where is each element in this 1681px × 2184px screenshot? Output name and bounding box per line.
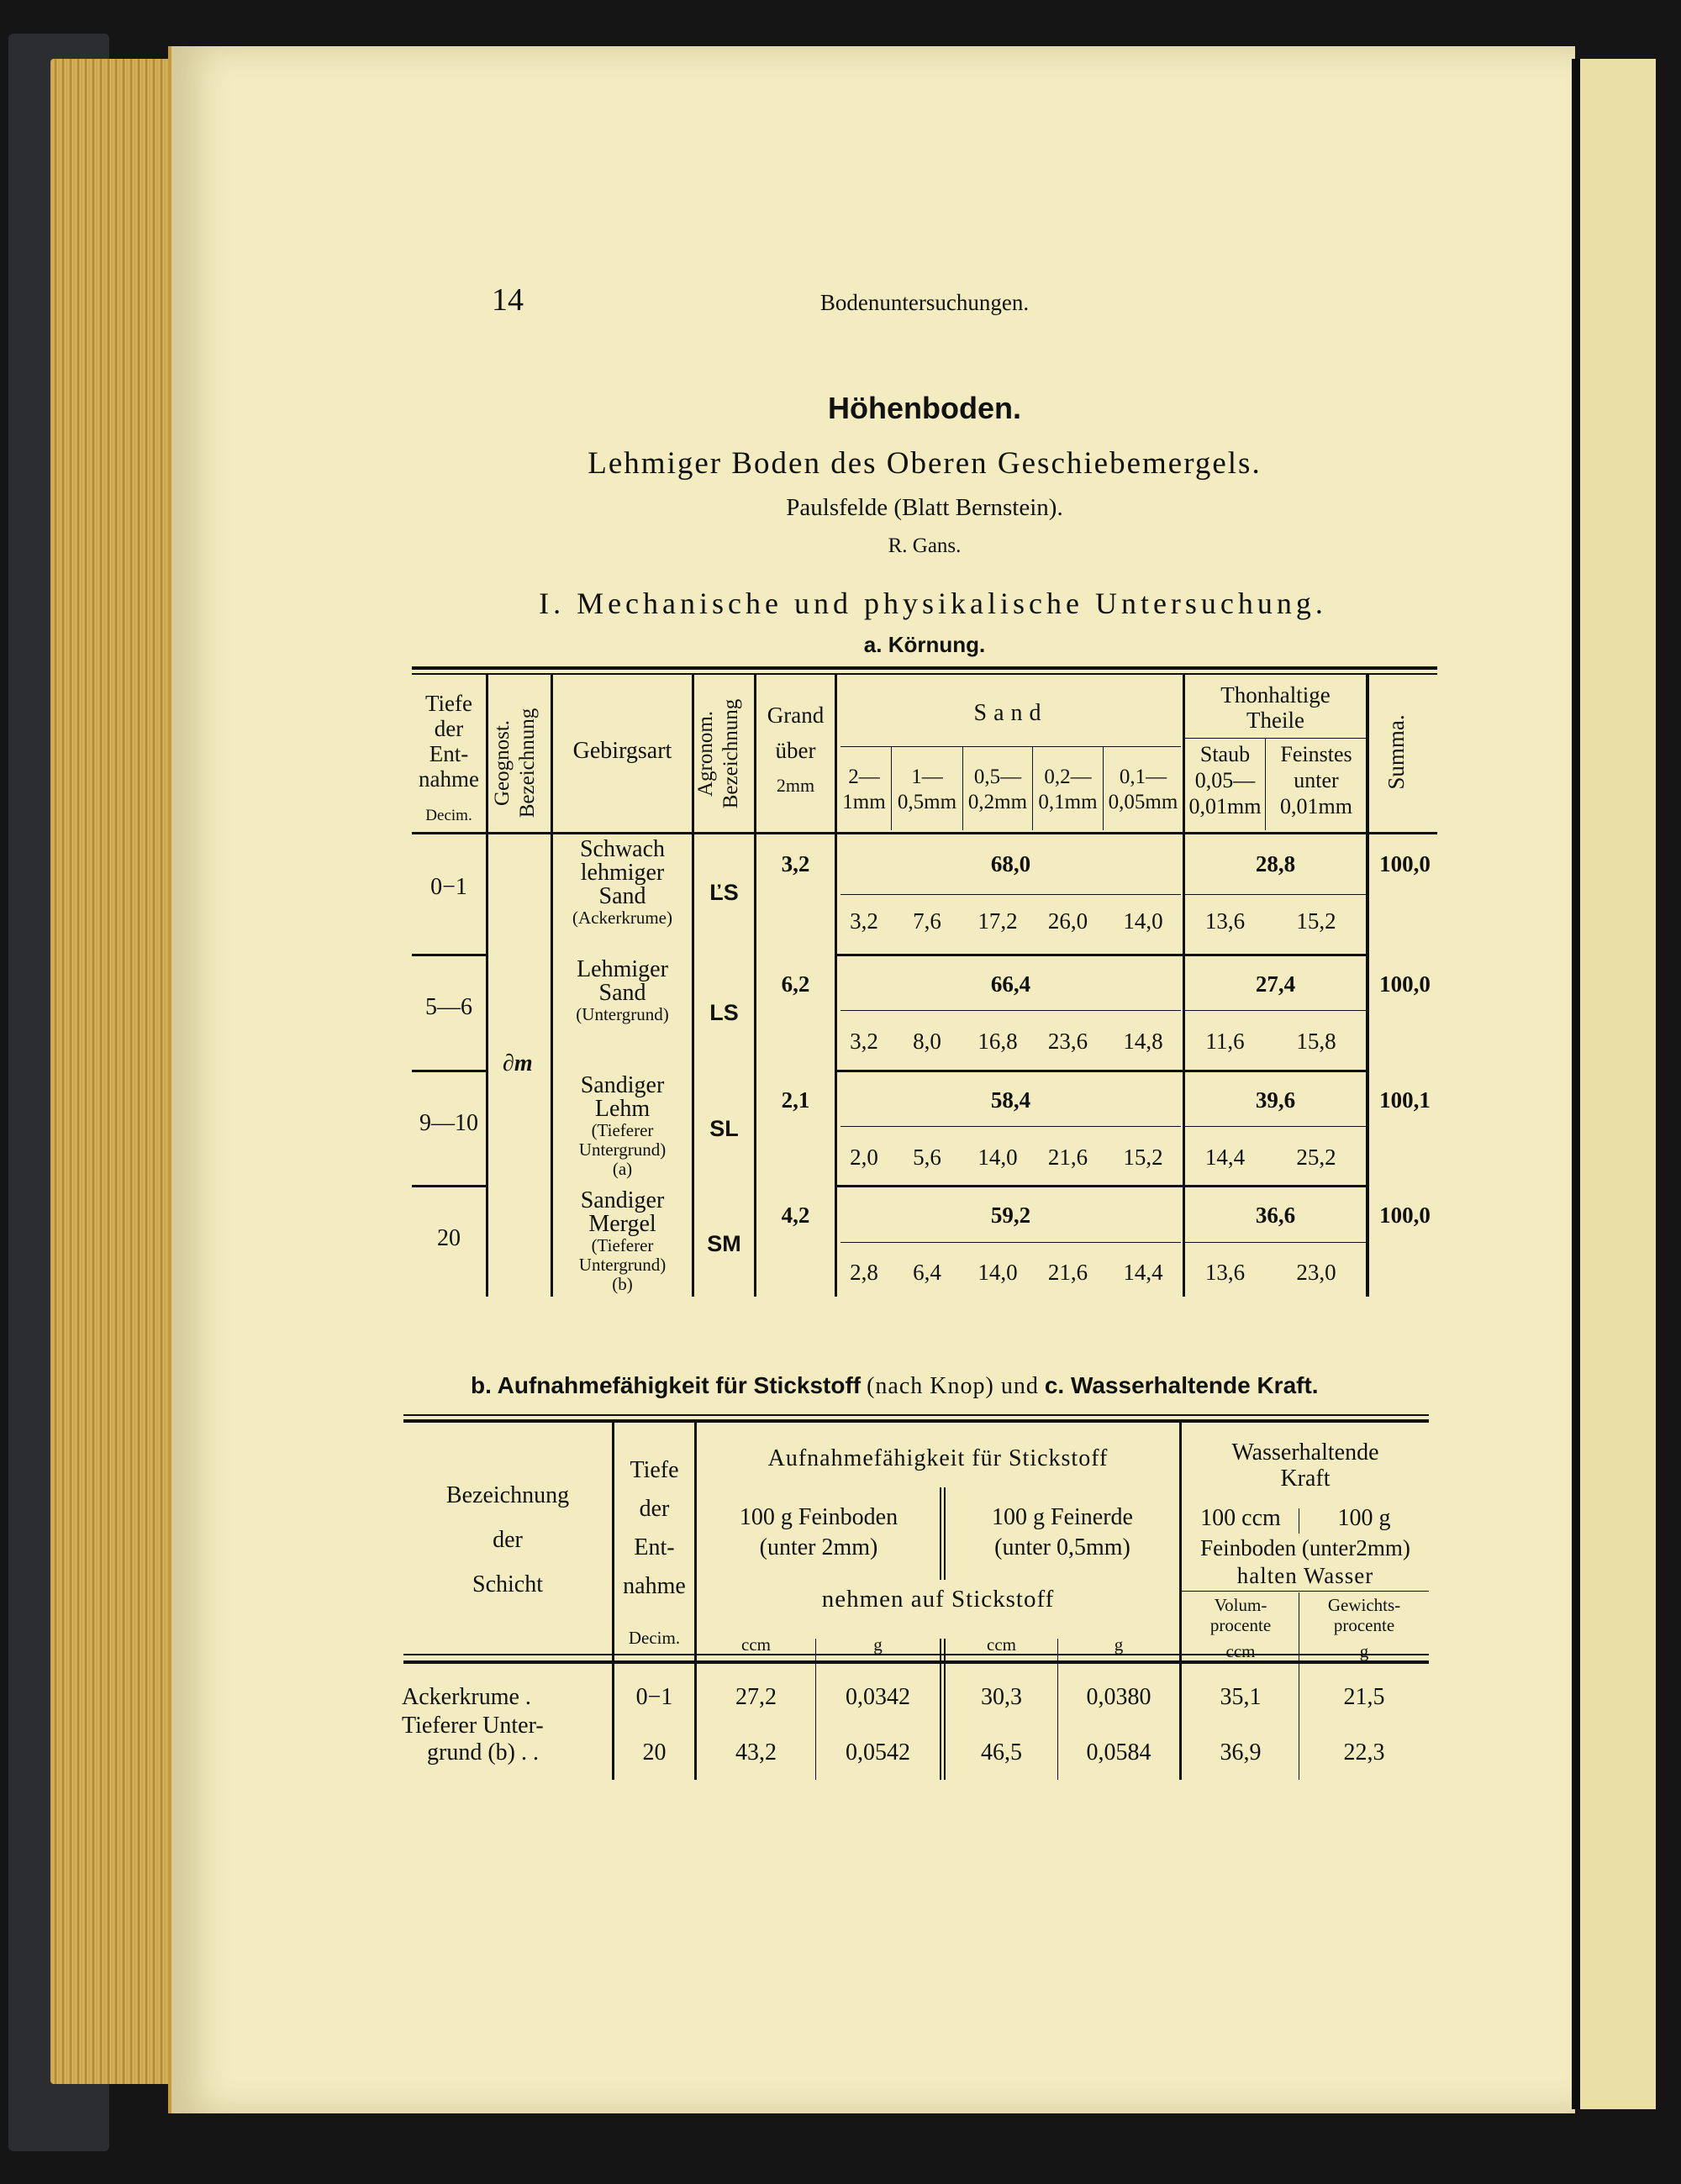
row-thon-total: 27,4 <box>1255 971 1296 997</box>
row-tiefe: 5—6 <box>425 994 472 1020</box>
row-sand-value: 6,4 <box>913 1260 941 1285</box>
page <box>168 46 1575 2113</box>
row-tiefe: 9—10 <box>419 1110 478 1136</box>
header-w-100ccm: 100 ccm <box>1200 1505 1281 1531</box>
gebirgsart-line: Sandiger <box>580 1187 665 1213</box>
row-name <box>402 1713 610 1766</box>
header-b-tiefe: Tiefe der Ent- nahme <box>623 1457 686 1599</box>
row-grand: 4,2 <box>781 1203 810 1228</box>
next-page-edge <box>1572 59 1656 2109</box>
header-feinboden: 100 g Feinboden (unter 2mm) <box>739 1504 898 1560</box>
gebirgsart-line: Untergrund) <box>578 1139 667 1160</box>
author: R. Gans. <box>888 534 962 557</box>
gebirgsart-line: (Tieferer <box>591 1235 654 1255</box>
row-thon-total: 36,6 <box>1255 1203 1296 1228</box>
table-a-caption: a. Körnung. <box>863 632 986 657</box>
row-value: 35,1 <box>1220 1684 1262 1710</box>
header-sand-02-01: 0,2— 0,1mm <box>1038 766 1098 813</box>
row-tiefe: 20 <box>642 1739 667 1766</box>
location: Paulsfelde (Blatt Bernstein). <box>786 494 1063 521</box>
header-grand: Grand über 2mm <box>767 703 825 796</box>
row-sand-total: 59,2 <box>990 1203 1031 1228</box>
gebirgsart-line: (Untergrund) <box>576 1004 669 1024</box>
row-feinstes: 15,2 <box>1296 908 1336 934</box>
row-staub: 13,6 <box>1204 1260 1246 1285</box>
gebirgsart-line: Schwach <box>579 836 666 862</box>
page-title: Höhenboden. <box>828 391 1021 425</box>
row-thon-total: 39,6 <box>1255 1087 1296 1113</box>
running-title: Bodenuntersuchungen. <box>819 290 1030 315</box>
row-sand-value: 5,6 <box>913 1145 941 1170</box>
row-value: 0,0542 <box>846 1739 910 1766</box>
header-sand-2-1: 2— 1mm <box>842 766 886 813</box>
row-sand-value: 14,8 <box>1123 1029 1163 1054</box>
header-aufnahme: Aufnahmefähigkeit für Stickstoff <box>767 1445 1109 1471</box>
header-tiefe: Tiefe der Ent- nahme <box>419 691 479 792</box>
row-tiefe: 20 <box>437 1225 461 1251</box>
gebirgsart-line: (a) <box>612 1159 633 1179</box>
row-sand-value: 14,4 <box>1123 1260 1163 1285</box>
row-name-line: Tieferer Unter- <box>402 1713 544 1739</box>
row-staub: 11,6 <box>1205 1029 1245 1054</box>
row-sand-value: 8,0 <box>913 1029 941 1054</box>
header-gebirgsart: Gebirgsart <box>572 738 672 764</box>
row-sand-value: 17,2 <box>978 908 1018 934</box>
header-geognost: Geognost. Bezeichnung <box>491 708 539 818</box>
row-value: 43,2 <box>735 1739 777 1766</box>
row-name <box>402 1684 610 1711</box>
row-tiefe: 0−1 <box>430 874 467 900</box>
unit-g-2: g <box>1114 1634 1124 1655</box>
row-summa: 100,0 <box>1379 971 1431 997</box>
header-summa: Summa. <box>1383 714 1409 790</box>
row-feinstes: 15,8 <box>1296 1029 1336 1054</box>
row-summa: 100,1 <box>1379 1087 1431 1113</box>
row-gebirgsart <box>553 1189 692 1294</box>
unit-g-3: g <box>1359 1641 1369 1661</box>
header-thon: Thonhaltige Theile <box>1220 682 1331 733</box>
header-gewichts: Gewichts- procente <box>1327 1595 1401 1635</box>
row-sand-value: 2,8 <box>850 1260 878 1285</box>
row-sand-value: 16,8 <box>978 1029 1018 1054</box>
row-sand-value: 26,0 <box>1047 908 1088 934</box>
gebirgsart-line: Sand <box>598 980 646 1006</box>
row-agronom: SL <box>709 1116 739 1141</box>
header-feinstes: Feinstes unter 0,01mm <box>1280 742 1352 818</box>
header-agronom: Agronom. Bezeichnung <box>694 698 742 809</box>
gebirgsart-line: Sand <box>598 883 646 909</box>
page-edges <box>50 59 177 2084</box>
row-sand-value: 3,2 <box>850 1029 878 1054</box>
row-grand: 3,2 <box>781 851 810 876</box>
row-sand-value: 14,0 <box>1123 908 1163 934</box>
unit-ccm-2: ccm <box>987 1634 1016 1655</box>
row-sand-value: 7,6 <box>913 908 941 934</box>
row-staub: 14,4 <box>1204 1145 1246 1170</box>
gebirgsart-line: Untergrund) <box>578 1255 667 1275</box>
row-value: 0,0380 <box>1086 1684 1151 1710</box>
header-tiefe-unit: Decim. <box>425 807 472 824</box>
unit-g-1: g <box>873 1634 883 1655</box>
unit-ccm-1: ccm <box>741 1634 771 1655</box>
header-sand-1-05: 1— 0,5mm <box>897 766 957 813</box>
header-sand-01-005: 0,1— 0,05mm <box>1108 766 1178 813</box>
row-value: 27,2 <box>735 1684 777 1710</box>
gebirgsart-line: Lehm <box>594 1096 651 1122</box>
row-name-line: grund (b) . . <box>427 1739 539 1766</box>
gebirgsart-line: Mergel <box>588 1211 656 1237</box>
header-feinerde: 100 g Feinerde (unter 0,5mm) <box>992 1504 1133 1560</box>
row-staub: 13,6 <box>1204 908 1246 934</box>
gebirgsart-line: (b) <box>612 1274 633 1294</box>
subtitle: Lehmiger Boden des Oberen Geschiebemergels. <box>588 446 1262 481</box>
row-sand-value: 15,2 <box>1123 1145 1163 1170</box>
row-sand-value: 23,6 <box>1047 1029 1088 1054</box>
header-w-line2: Feinboden (unter2mm) <box>1200 1535 1410 1560</box>
row-sand-value: 3,2 <box>850 908 878 934</box>
row-value: 0,0342 <box>846 1684 910 1710</box>
header-w-100g: 100 g <box>1337 1505 1391 1531</box>
header-nehmen: nehmen auf Stickstoff <box>821 1586 1055 1613</box>
row-agronom: SM <box>707 1231 741 1256</box>
row-agronom: ĽS <box>709 880 739 905</box>
row-sand-value: 21,6 <box>1047 1260 1088 1285</box>
header-w-line3: halten Wasser <box>1236 1563 1374 1588</box>
row-gebirgsart <box>553 838 692 928</box>
row-value: 46,5 <box>981 1739 1022 1766</box>
header-b-tiefe-unit: Decim. <box>628 1628 681 1648</box>
gebirgsart-line: (Tieferer <box>591 1120 654 1140</box>
row-thon-total: 28,8 <box>1255 851 1296 876</box>
row-value: 0,0584 <box>1086 1739 1151 1766</box>
unit-ccm-3: ccm <box>1225 1641 1256 1661</box>
row-value: 36,9 <box>1220 1739 1262 1766</box>
row-value: 22,3 <box>1343 1739 1385 1766</box>
row-grand: 6,2 <box>781 971 810 997</box>
row-name-line: Ackerkrume . <box>402 1684 531 1710</box>
row-grand: 2,1 <box>781 1087 810 1113</box>
row-sand-value: 14,0 <box>978 1145 1018 1170</box>
row-value: 21,5 <box>1343 1684 1385 1710</box>
header-sand: Sand <box>973 700 1048 726</box>
row-feinstes: 23,0 <box>1296 1260 1336 1285</box>
gebirgsart-line: (Ackerkrume) <box>572 908 672 928</box>
row-gebirgsart <box>553 1074 692 1179</box>
row-sand-value: 14,0 <box>978 1260 1018 1285</box>
gebirgsart-line: lehmiger <box>580 860 665 886</box>
row-sand-total: 58,4 <box>990 1087 1031 1113</box>
row-sand-total: 66,4 <box>990 971 1031 997</box>
header-staub: Staub 0,05— 0,01mm <box>1188 742 1262 818</box>
row-sand-value: 2,0 <box>850 1145 878 1170</box>
row-summa: 100,0 <box>1379 1203 1431 1228</box>
header-volum: Volum- procente <box>1209 1595 1272 1635</box>
header-sand-05-02: 0,5— 0,2mm <box>967 766 1028 813</box>
row-tiefe: 0−1 <box>635 1684 673 1710</box>
geognost-value: ∂m <box>503 1050 533 1076</box>
gebirgsart-line: Sandiger <box>580 1072 665 1098</box>
row-summa: 100,0 <box>1379 851 1431 876</box>
row-feinstes: 25,2 <box>1296 1145 1336 1170</box>
row-agronom: LS <box>709 1000 739 1025</box>
page-number: 14 <box>492 282 524 318</box>
gebirgsart-line: Lehmiger <box>577 956 668 982</box>
row-sand-value: 21,6 <box>1047 1145 1088 1170</box>
table-b-caption: b. Aufnahmefähigkeit für Stickstoff (nach Knop) und c. Wasserhaltende Kraft. <box>471 1372 1319 1399</box>
row-value: 30,3 <box>981 1684 1022 1710</box>
header-bezeichnung: Bezeichnung der Schicht <box>445 1482 570 1597</box>
section-title: I. Mechanische und physikalische Untersuchung. <box>539 587 1327 620</box>
row-sand-total: 68,0 <box>990 851 1031 876</box>
row-gebirgsart <box>553 958 692 1024</box>
header-wasser: Wasserhaltende Kraft <box>1231 1439 1379 1492</box>
